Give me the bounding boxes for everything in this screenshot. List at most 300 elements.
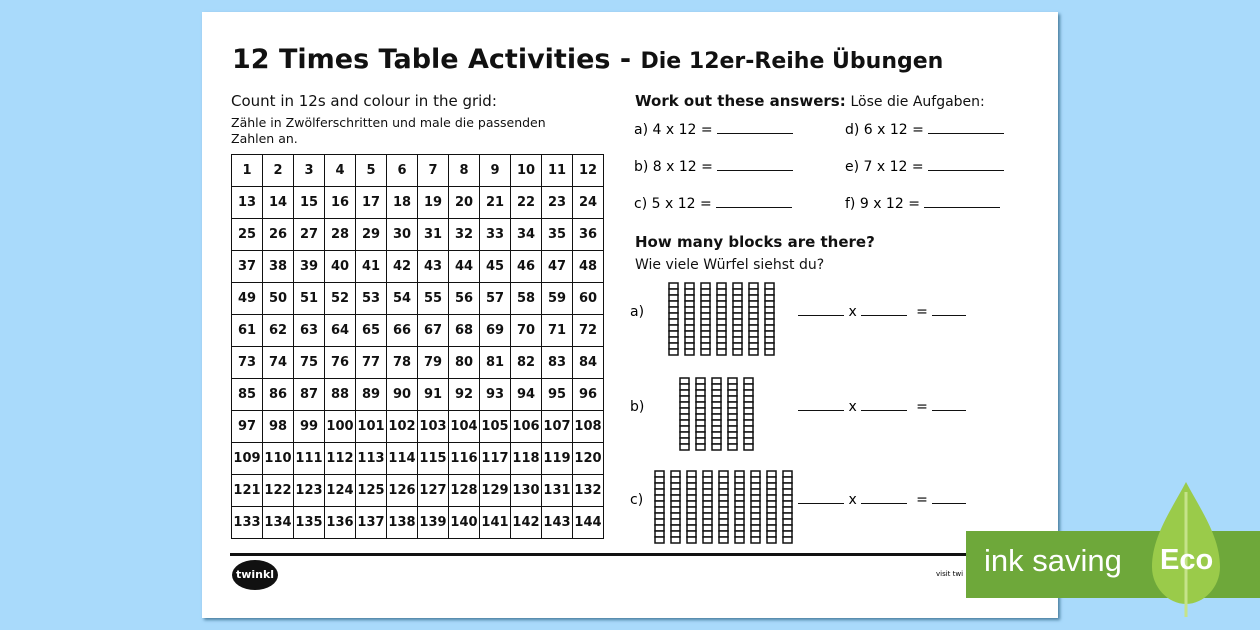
grid-cell[interactable]: 85: [232, 379, 263, 411]
grid-cell[interactable]: 87: [294, 379, 325, 411]
block-cube: [680, 420, 689, 426]
grid-cell[interactable]: 54: [387, 283, 418, 315]
grid-cell[interactable]: 35: [542, 219, 573, 251]
grid-cell[interactable]: 113: [356, 443, 387, 475]
factor-blank[interactable]: [861, 410, 907, 411]
block-cube: [701, 295, 710, 301]
block-cube: [687, 495, 696, 501]
block-cube: [701, 313, 710, 319]
equals-sign: =: [916, 399, 928, 415]
block-cube: [669, 307, 678, 313]
block-cube: [728, 396, 737, 402]
grid-cell[interactable]: 112: [325, 443, 356, 475]
grid-cell[interactable]: 78: [387, 347, 418, 379]
grid-cell[interactable]: 137: [356, 507, 387, 539]
block-cube: [733, 313, 742, 319]
grid-cell[interactable]: 18: [387, 187, 418, 219]
block-cube: [671, 489, 680, 495]
block-cube: [765, 307, 774, 313]
grid-cell[interactable]: 126: [387, 475, 418, 507]
block-cube: [712, 420, 721, 426]
grid-cell[interactable]: 22: [511, 187, 542, 219]
block-cube: [767, 537, 776, 543]
grid-cell[interactable]: 1: [232, 155, 263, 187]
block-cube: [783, 495, 792, 501]
block-cube: [703, 519, 712, 525]
grid-cell[interactable]: 11: [542, 155, 573, 187]
grid-cell[interactable]: 108: [573, 411, 604, 443]
grid-cell[interactable]: 51: [294, 283, 325, 315]
grid-cell[interactable]: 63: [294, 315, 325, 347]
grid-cell[interactable]: 141: [480, 507, 511, 539]
block-cube: [783, 477, 792, 483]
block-cube: [735, 531, 744, 537]
grid-cell[interactable]: 6: [387, 155, 418, 187]
grid-cell[interactable]: 144: [573, 507, 604, 539]
answers-heading-en: Work out these answers:: [635, 92, 846, 110]
grid-cell[interactable]: 143: [542, 507, 573, 539]
block-cube: [719, 531, 728, 537]
block-cube: [696, 402, 705, 408]
block-cube: [767, 495, 776, 501]
grid-cell[interactable]: 58: [511, 283, 542, 315]
grid-cell[interactable]: 43: [418, 251, 449, 283]
grid-cell[interactable]: 33: [480, 219, 511, 251]
block-cube: [744, 432, 753, 438]
question-label: c) 5 x 12 =: [634, 196, 712, 212]
block-cube: [751, 525, 760, 531]
eco-label: Eco: [1160, 544, 1214, 576]
grid-cell[interactable]: 39: [294, 251, 325, 283]
block-label: c): [630, 492, 644, 508]
block-cube: [669, 319, 678, 325]
block-cube: [717, 313, 726, 319]
block-cube: [717, 325, 726, 331]
grid-cell[interactable]: 32: [449, 219, 480, 251]
block-cube: [669, 283, 678, 289]
ink-saving-label: ink saving: [984, 543, 1122, 578]
grid-cell[interactable]: 64: [325, 315, 356, 347]
block-cube: [696, 414, 705, 420]
block-cube: [783, 489, 792, 495]
block-cube: [744, 414, 753, 420]
grid-cell[interactable]: 38: [263, 251, 294, 283]
grid-cell[interactable]: 2: [263, 155, 294, 187]
answer-blank[interactable]: [716, 207, 792, 208]
grid-cell[interactable]: 12: [573, 155, 604, 187]
block-cube: [719, 519, 728, 525]
block-cube: [687, 513, 696, 519]
grid-cell[interactable]: 17: [356, 187, 387, 219]
block-cube: [751, 471, 760, 477]
grid-cell[interactable]: 44: [449, 251, 480, 283]
block-cube: [783, 507, 792, 513]
grid-cell[interactable]: 94: [511, 379, 542, 411]
grid-cell[interactable]: 138: [387, 507, 418, 539]
grid-cell[interactable]: 140: [449, 507, 480, 539]
block-cube: [680, 432, 689, 438]
grid-cell[interactable]: 82: [511, 347, 542, 379]
block-cube: [669, 343, 678, 349]
grid-cell[interactable]: 59: [542, 283, 573, 315]
block-cube: [717, 307, 726, 313]
equals-sign: =: [916, 304, 928, 320]
grid-cell[interactable]: 72: [573, 315, 604, 347]
question-4: [634, 196, 792, 212]
grid-cell[interactable]: 84: [573, 347, 604, 379]
question-2: [634, 159, 793, 175]
grid-cell[interactable]: 128: [449, 475, 480, 507]
answers-heading: [635, 92, 985, 110]
grid-cell[interactable]: 24: [573, 187, 604, 219]
grid-cell[interactable]: 5: [356, 155, 387, 187]
grid-cell[interactable]: 86: [263, 379, 294, 411]
question-5: [845, 196, 1000, 212]
grid-cell[interactable]: 3: [294, 155, 325, 187]
footer-divider: [230, 553, 1030, 556]
times-sign: x: [848, 492, 857, 508]
block-cube: [669, 349, 678, 355]
grid-cell[interactable]: 105: [480, 411, 511, 443]
grid-cell[interactable]: 15: [294, 187, 325, 219]
block-cube: [680, 408, 689, 414]
grid-cell[interactable]: 4: [325, 155, 356, 187]
block-cube: [703, 471, 712, 477]
block-cube: [765, 289, 774, 295]
grid-cell[interactable]: 121: [232, 475, 263, 507]
block-cube: [728, 390, 737, 396]
grid-cell[interactable]: 21: [480, 187, 511, 219]
block-cube: [655, 525, 664, 531]
grid-cell[interactable]: 29: [356, 219, 387, 251]
block-cube: [733, 337, 742, 343]
grid-cell[interactable]: 19: [418, 187, 449, 219]
block-cube: [680, 390, 689, 396]
block-cube: [749, 289, 758, 295]
block-cube: [735, 525, 744, 531]
grid-cell[interactable]: 47: [542, 251, 573, 283]
factor-blank[interactable]: [798, 315, 844, 316]
grid-cell[interactable]: 34: [511, 219, 542, 251]
question-0: [634, 122, 793, 138]
block-cube: [767, 489, 776, 495]
grid-cell[interactable]: 124: [325, 475, 356, 507]
grid-cell[interactable]: 10: [511, 155, 542, 187]
block-label: a): [630, 304, 645, 320]
grid-cell[interactable]: 99: [294, 411, 325, 443]
block-cube: [765, 349, 774, 355]
grid-cell[interactable]: 50: [263, 283, 294, 315]
block-cube: [717, 319, 726, 325]
grid-cell[interactable]: 110: [263, 443, 294, 475]
block-cube: [712, 444, 721, 450]
grid-cell[interactable]: 27: [294, 219, 325, 251]
block-cube: [767, 525, 776, 531]
block-cube: [712, 426, 721, 432]
grid-cell[interactable]: 13: [232, 187, 263, 219]
block-cube: [703, 531, 712, 537]
block-cube: [749, 331, 758, 337]
grid-cell[interactable]: 117: [480, 443, 511, 475]
grid-cell[interactable]: 136: [325, 507, 356, 539]
grid-cell[interactable]: 118: [511, 443, 542, 475]
grid-cell[interactable]: 115: [418, 443, 449, 475]
grid-cell[interactable]: 49: [232, 283, 263, 315]
block-cube: [751, 507, 760, 513]
grid-cell[interactable]: 26: [263, 219, 294, 251]
grid-cell[interactable]: 116: [449, 443, 480, 475]
block-cube: [749, 343, 758, 349]
block-cube: [655, 477, 664, 483]
grid-row: [232, 283, 604, 315]
grid-subheading: Zähle in Zwölferschritten und male die passenden Zahlen an.: [231, 115, 546, 146]
grid-cell[interactable]: 90: [387, 379, 418, 411]
grid-cell[interactable]: 107: [542, 411, 573, 443]
grid-cell[interactable]: 65: [356, 315, 387, 347]
blocks-heading: How many blocks are there?: [635, 233, 875, 251]
block-cube: [671, 501, 680, 507]
block-cube: [685, 343, 694, 349]
answer-blank[interactable]: [924, 207, 1000, 208]
grid-cell[interactable]: 142: [511, 507, 542, 539]
grid-cell[interactable]: 127: [418, 475, 449, 507]
block-cube: [744, 396, 753, 402]
block-cube: [703, 495, 712, 501]
grid-cell[interactable]: 25: [232, 219, 263, 251]
grid-cell[interactable]: 42: [387, 251, 418, 283]
answer-blank[interactable]: [928, 133, 1004, 134]
grid-cell[interactable]: 67: [418, 315, 449, 347]
product-blank[interactable]: [932, 410, 966, 411]
factor-blank[interactable]: [861, 503, 907, 504]
block-cube: [655, 489, 664, 495]
grid-cell[interactable]: 8: [449, 155, 480, 187]
block-cube: [744, 420, 753, 426]
title-german: Die 12er-Reihe Übungen: [640, 49, 944, 74]
block-cube: [655, 483, 664, 489]
grid-cell[interactable]: 119: [542, 443, 573, 475]
grid-cell[interactable]: 74: [263, 347, 294, 379]
grid-cell[interactable]: 79: [418, 347, 449, 379]
grid-cell[interactable]: 53: [356, 283, 387, 315]
factor-blank[interactable]: [798, 410, 844, 411]
block-cube: [685, 319, 694, 325]
block-cube: [696, 408, 705, 414]
block-cube: [669, 301, 678, 307]
grid-cell[interactable]: 61: [232, 315, 263, 347]
block-cube: [719, 525, 728, 531]
grid-cell[interactable]: 135: [294, 507, 325, 539]
grid-cell[interactable]: 36: [573, 219, 604, 251]
grid-cell[interactable]: 102: [387, 411, 418, 443]
answer-blank[interactable]: [717, 133, 793, 134]
grid-cell[interactable]: 132: [573, 475, 604, 507]
grid-cell[interactable]: 14: [263, 187, 294, 219]
grid-cell[interactable]: 122: [263, 475, 294, 507]
grid-cell[interactable]: 52: [325, 283, 356, 315]
block-cube: [735, 471, 744, 477]
block-cube: [680, 444, 689, 450]
block-cube: [728, 408, 737, 414]
grid-cell[interactable]: 134: [263, 507, 294, 539]
grid-row: [232, 219, 604, 251]
block-cube: [703, 477, 712, 483]
grid-row: [232, 379, 604, 411]
grid-cell[interactable]: 23: [542, 187, 573, 219]
grid-cell[interactable]: 70: [511, 315, 542, 347]
block-cube: [744, 438, 753, 444]
grid-cell[interactable]: 57: [480, 283, 511, 315]
grid-cell[interactable]: 60: [573, 283, 604, 315]
grid-cell[interactable]: 56: [449, 283, 480, 315]
block-cube: [783, 519, 792, 525]
block-cube: [680, 396, 689, 402]
grid-cell[interactable]: 16: [325, 187, 356, 219]
block-equation: [798, 304, 966, 320]
grid-cell[interactable]: 41: [356, 251, 387, 283]
grid-cell[interactable]: 40: [325, 251, 356, 283]
block-cube: [735, 507, 744, 513]
block-cube: [719, 477, 728, 483]
block-cube: [728, 444, 737, 450]
block-cube: [680, 426, 689, 432]
block-picture: [679, 377, 761, 451]
block-cube: [671, 513, 680, 519]
block-cube: [687, 531, 696, 537]
grid-cell[interactable]: 130: [511, 475, 542, 507]
grid-cell[interactable]: 71: [542, 315, 573, 347]
factor-blank[interactable]: [861, 315, 907, 316]
grid-cell[interactable]: 31: [418, 219, 449, 251]
grid-cell[interactable]: 28: [325, 219, 356, 251]
block-cube: [783, 513, 792, 519]
block-cube: [735, 495, 744, 501]
block-cube: [712, 438, 721, 444]
grid-cell[interactable]: 20: [449, 187, 480, 219]
grid-cell[interactable]: 139: [418, 507, 449, 539]
question-3: [845, 159, 1004, 175]
grid-cell[interactable]: 88: [325, 379, 356, 411]
grid-cell[interactable]: 80: [449, 347, 480, 379]
block-cube: [680, 384, 689, 390]
grid-cell[interactable]: 95: [542, 379, 573, 411]
block-cube: [765, 325, 774, 331]
grid-cell[interactable]: 123: [294, 475, 325, 507]
block-cube: [703, 501, 712, 507]
block-cube: [712, 378, 721, 384]
block-cube: [687, 507, 696, 513]
grid-cell[interactable]: 133: [232, 507, 263, 539]
block-cube: [696, 396, 705, 402]
grid-cell[interactable]: 30: [387, 219, 418, 251]
grid-cell[interactable]: 9: [480, 155, 511, 187]
grid-cell[interactable]: 96: [573, 379, 604, 411]
block-cube: [783, 501, 792, 507]
grid-cell[interactable]: 103: [418, 411, 449, 443]
block-cube: [767, 483, 776, 489]
block-cube: [744, 408, 753, 414]
grid-cell[interactable]: 100: [325, 411, 356, 443]
block-cube: [765, 343, 774, 349]
grid-cell[interactable]: 77: [356, 347, 387, 379]
grid-cell[interactable]: 129: [480, 475, 511, 507]
grid-cell[interactable]: 48: [573, 251, 604, 283]
block-cube: [783, 483, 792, 489]
block-cube: [765, 337, 774, 343]
block-cube: [712, 432, 721, 438]
grid-cell[interactable]: 91: [418, 379, 449, 411]
grid-cell[interactable]: 101: [356, 411, 387, 443]
block-cube: [701, 283, 710, 289]
block-cube: [767, 519, 776, 525]
grid-cell[interactable]: 120: [573, 443, 604, 475]
grid-cell[interactable]: 45: [480, 251, 511, 283]
grid-cell[interactable]: 104: [449, 411, 480, 443]
grid-cell[interactable]: 62: [263, 315, 294, 347]
grid-cell[interactable]: 75: [294, 347, 325, 379]
block-cube: [728, 426, 737, 432]
grid-cell[interactable]: 73: [232, 347, 263, 379]
block-cube: [765, 283, 774, 289]
grid-cell[interactable]: 131: [542, 475, 573, 507]
grid-cell[interactable]: 55: [418, 283, 449, 315]
grid-cell[interactable]: 7: [418, 155, 449, 187]
block-cube: [687, 501, 696, 507]
grid-cell[interactable]: 125: [356, 475, 387, 507]
product-blank[interactable]: [932, 315, 966, 316]
factor-blank[interactable]: [798, 503, 844, 504]
block-cube: [712, 384, 721, 390]
answer-blank[interactable]: [928, 170, 1004, 171]
block-cube: [735, 477, 744, 483]
grid-cell[interactable]: 106: [511, 411, 542, 443]
block-cube: [751, 483, 760, 489]
grid-cell[interactable]: 89: [356, 379, 387, 411]
grid-cell[interactable]: 111: [294, 443, 325, 475]
answer-blank[interactable]: [717, 170, 793, 171]
grid-cell[interactable]: 69: [480, 315, 511, 347]
block-cube: [703, 489, 712, 495]
grid-cell[interactable]: 97: [232, 411, 263, 443]
grid-cell[interactable]: 37: [232, 251, 263, 283]
block-cube: [685, 325, 694, 331]
grid-cell[interactable]: 114: [387, 443, 418, 475]
grid-cell[interactable]: 68: [449, 315, 480, 347]
block-cube: [733, 307, 742, 313]
grid-cell[interactable]: 76: [325, 347, 356, 379]
grid-cell[interactable]: 46: [511, 251, 542, 283]
grid-cell[interactable]: 66: [387, 315, 418, 347]
grid-cell[interactable]: 93: [480, 379, 511, 411]
block-cube: [733, 319, 742, 325]
grid-cell[interactable]: 109: [232, 443, 263, 475]
block-cube: [728, 432, 737, 438]
block-equation: [798, 492, 966, 508]
block-cube: [733, 325, 742, 331]
block-cube: [685, 331, 694, 337]
block-cube: [717, 283, 726, 289]
grid-cell[interactable]: 83: [542, 347, 573, 379]
block-cube: [719, 507, 728, 513]
grid-cell[interactable]: 98: [263, 411, 294, 443]
block-cube: [696, 384, 705, 390]
grid-cell[interactable]: 81: [480, 347, 511, 379]
product-blank[interactable]: [932, 503, 966, 504]
block-cube: [669, 325, 678, 331]
block-cube: [735, 489, 744, 495]
grid-cell[interactable]: 92: [449, 379, 480, 411]
block-cube: [765, 301, 774, 307]
